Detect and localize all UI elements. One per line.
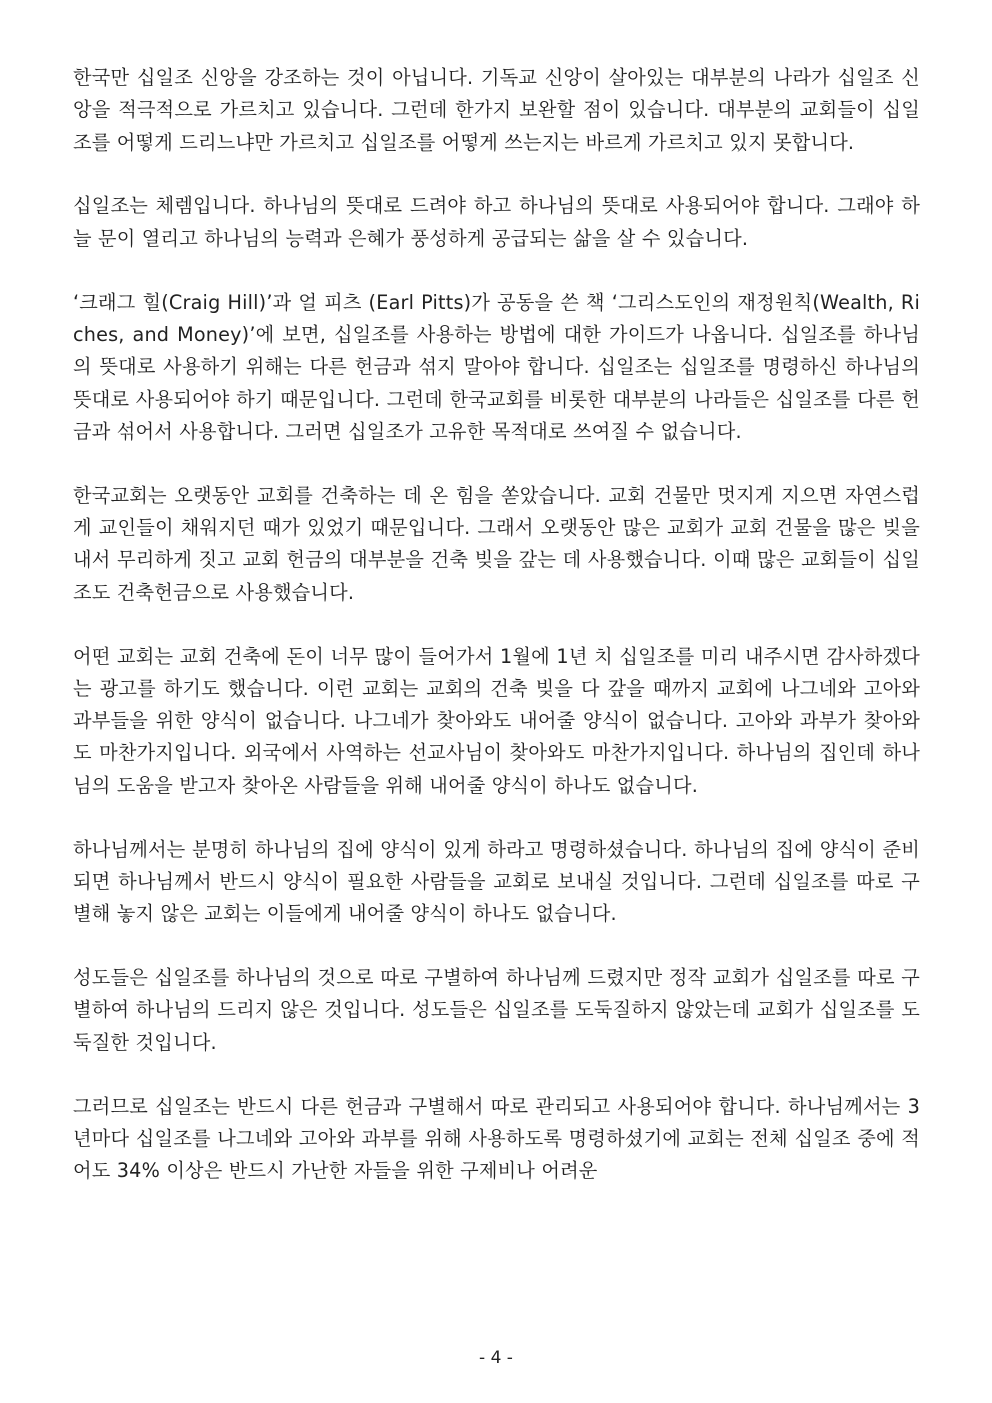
paragraph-5: 어떤 교회는 교회 건축에 돈이 너무 많이 들어가서 1월에 1년 치 십일조를 미리 내주시면 감사하겠다는 광고를 하기도 했습니다. 이런 교회는 교회의 건축 빚을 다 갚을 때까지 교회에 나그네와 고아와 과부들을 위한 양식이 없습니다. 나그네가 찾아와도 내어줄 양식이 없습니다. 고아와 과부가 찾아와도 마찬가지입니다. 외국에서 사역하는 선교사님이 찾아와도 마찬가지입니다. 하나님의 집인데 하나님의 도움을 받고자 찾아온 사람들을 위해 내어줄 양식이 하나도 없습니다. [73,644,920,797]
paragraph-6: 하나님께서는 분명히 하나님의 집에 양식이 있게 하라고 명령하셨습니다. 하나님의 집에 양식이 준비되면 하나님께서 반드시 양식이 필요한 사람들을 교회로 보내실 것입니다. 그런데 십일조를 따로 구별해 놓지 않은 교회는 이들에게 내어줄 양식이 하나도 없습니다. [73,837,920,926]
paragraph-4: 한국교회는 오랫동안 교회를 건축하는 데 온 힘을 쏟았습니다. 교회 건물만 멋지게 지으면 자연스럽게 교인들이 채워지던 때가 있었기 때문입니다. 그래서 오랫동안 많은 교회가 교회 건물을 많은 빚을 내서 무리하게 짓고 교회 헌금의 대부분을 건축 빚을 갚는 데 사용했습니다. 이때 많은 교회들이 십일조도 건축헌금으로 사용했습니다. [73,483,920,604]
page-number: - 4 - [479,1348,513,1368]
paragraph-1: 한국만 십일조 신앙을 강조하는 것이 아닙니다. 기독교 신앙이 살아있는 대부분의 나라가 십일조 신앙을 적극적으로 가르치고 있습니다. 그런데 한가지 보완할 점이 있습니다. 대부분의 교회들이 십일조를 어떻게 드리느냐만 가르치고 십일조를 어떻게 쓰는지는 바르게 가르치고 있지 못합니다. [73,66,920,154]
paragraph-7: 성도들은 십일조를 하나님의 것으로 따로 구별하여 하나님께 드렸지만 정작 교회가 십일조를 따로 구별하여 하나님의 드리지 않은 것입니다. 성도들은 십일조를 도둑질하지 않았는데 교회가 십일조를 도둑질한 것입니다. [73,966,920,1054]
paragraph-3: ‘크래그 힐(Craig Hill)’과 얼 피츠 (Earl Pitts)가 공동을 쓴 책 ‘그리스도인의 재정원칙(Wealth, Riches, and Money)’에 보면, 십일조를 사용하는 방법에 대한 가이드가 나옵니다. 십일조를 하나님의 뜻대로 사용하기 위해는 다른 헌금과 섞지 말아야 합니다. 십일조는 십일조를 명령하신 하나님의 뜻대로 사용되어야 하기 때문입니다. 그런데 한국교회를 비롯한 대부분의 나라들은 십일조를 다른 헌금과 섞어서 사용합니다. 그러면 십일조가 고유한 목적대로 쓰여질 수 없습니다. [73,290,920,443]
paragraph-2: 십일조는 체렘입니다. 하나님의 뜻대로 드려야 하고 하나님의 뜻대로 사용되어야 합니다. 그래야 하늘 문이 열리고 하나님의 능력과 은혜가 풍성하게 공급되는 삶을 살 수 있습니다. [73,194,920,250]
paragraph-8: 그러므로 십일조는 반드시 다른 헌금과 구별해서 따로 관리되고 사용되어야 합니다. 하나님께서는 3년마다 십일조를 나그네와 고아와 과부를 위해 사용하도록 명령하셨기에 교회는 전체 십일조 중에 적어도 34% 이상은 반드시 가난한 자들을 위한 구제비나 어려운 [73,1094,920,1183]
document-body [73,62,920,1187]
